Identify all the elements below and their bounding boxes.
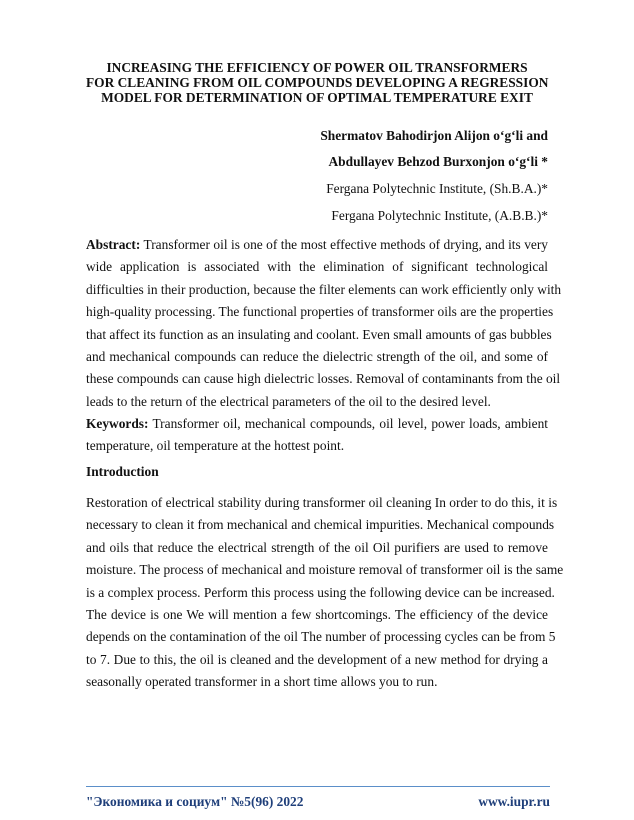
abstract-line-7: these compounds can cause high dielectric losses. Removal of contaminants from the oil	[86, 371, 561, 387]
abstract-line-6: and mechanical compounds can reduce the dielectric strength of the oil, and some of	[86, 348, 548, 364]
intro-line-1: Restoration of electrical stability during transformer oil cleaning In order to do this, it is	[86, 495, 558, 510]
abstract	[86, 234, 562, 413]
intro-line-6: The device is one We will mention a few shortcomings. The efficiency of the device	[86, 606, 548, 622]
intro-line-8: to 7. Due to this, the oil is cleaned and the development of a new method for drying a	[86, 651, 548, 667]
title-line-1: INCREASING THE EFFICIENCY OF POWER OIL TRANSFORMERS	[106, 60, 528, 75]
keywords-line-2: temperature, oil temperature at the hottest point.	[86, 438, 345, 454]
affiliation-1: Fergana Polytechnic Institute, (Sh.B.A.)*	[326, 181, 548, 196]
paper-title	[86, 60, 548, 105]
abstract-label: Abstract:	[86, 237, 141, 252]
journal-url[interactable]: www.iupr.ru	[478, 794, 550, 809]
abstract-line-2: wide application is associated with the elimination of significant technological	[86, 259, 548, 275]
keywords	[86, 413, 548, 458]
abstract-line-4: high-quality processing. The functional properties of transformer oils are the properties	[86, 304, 554, 320]
abstract-line-5: that affect its function as an insulating and coolant. Even small amounts of gas bubbles	[86, 326, 552, 342]
footer-divider	[86, 786, 550, 787]
intro-line-4: moisture. The process of mechanical and moisture removal of transformer oil is the same	[86, 562, 564, 578]
title-line-3: MODEL FOR DETERMINATION OF OPTIMAL TEMPERATURE EXIT	[101, 90, 533, 105]
affiliation-2: Fergana Polytechnic Institute, (A.B.B.)*	[331, 208, 548, 223]
introduction-heading: Introduction	[86, 464, 159, 479]
journal-citation: "Экономика и социум" №5(96) 2022	[86, 794, 304, 809]
keywords-line-1: Transformer oil, mechanical compounds, oil level, power loads, ambient	[148, 416, 548, 431]
intro-line-3: and oils that reduce the electrical strength of the oil Oil purifiers are used to remove	[86, 539, 548, 555]
abstract-line-8: leads to the return of the electrical parameters of the oil to the desired level.	[86, 393, 491, 409]
intro-line-7: depends on the contamination of the oil The number of processing cycles can be from 5	[86, 629, 556, 645]
author-line-1: Shermatov Bahodirjon Alijon o‘g‘li and	[320, 128, 548, 143]
keywords-label: Keywords:	[86, 416, 149, 431]
intro-line-9: seasonally operated transformer in a short time allows you to run.	[86, 674, 438, 690]
intro-line-5: is a complex process. Perform this process using the following device can be increased.	[86, 584, 555, 600]
abstract-line-3: difficulties in their production, because the filter elements can work efficiently only with	[86, 281, 562, 297]
abstract-line-1: Transformer oil is one of the most effective methods of drying, and its very	[140, 237, 548, 252]
title-line-2: FOR CLEANING FROM OIL COMPOUNDS DEVELOPING A REGRESSION	[86, 75, 549, 90]
introduction-body	[86, 492, 564, 694]
author-line-2: Abdullayev Behzod Burxonjon o‘g‘li *	[328, 154, 548, 169]
intro-line-2: necessary to clean it from mechanical and chemical impurities. Mechanical compounds	[86, 517, 555, 533]
